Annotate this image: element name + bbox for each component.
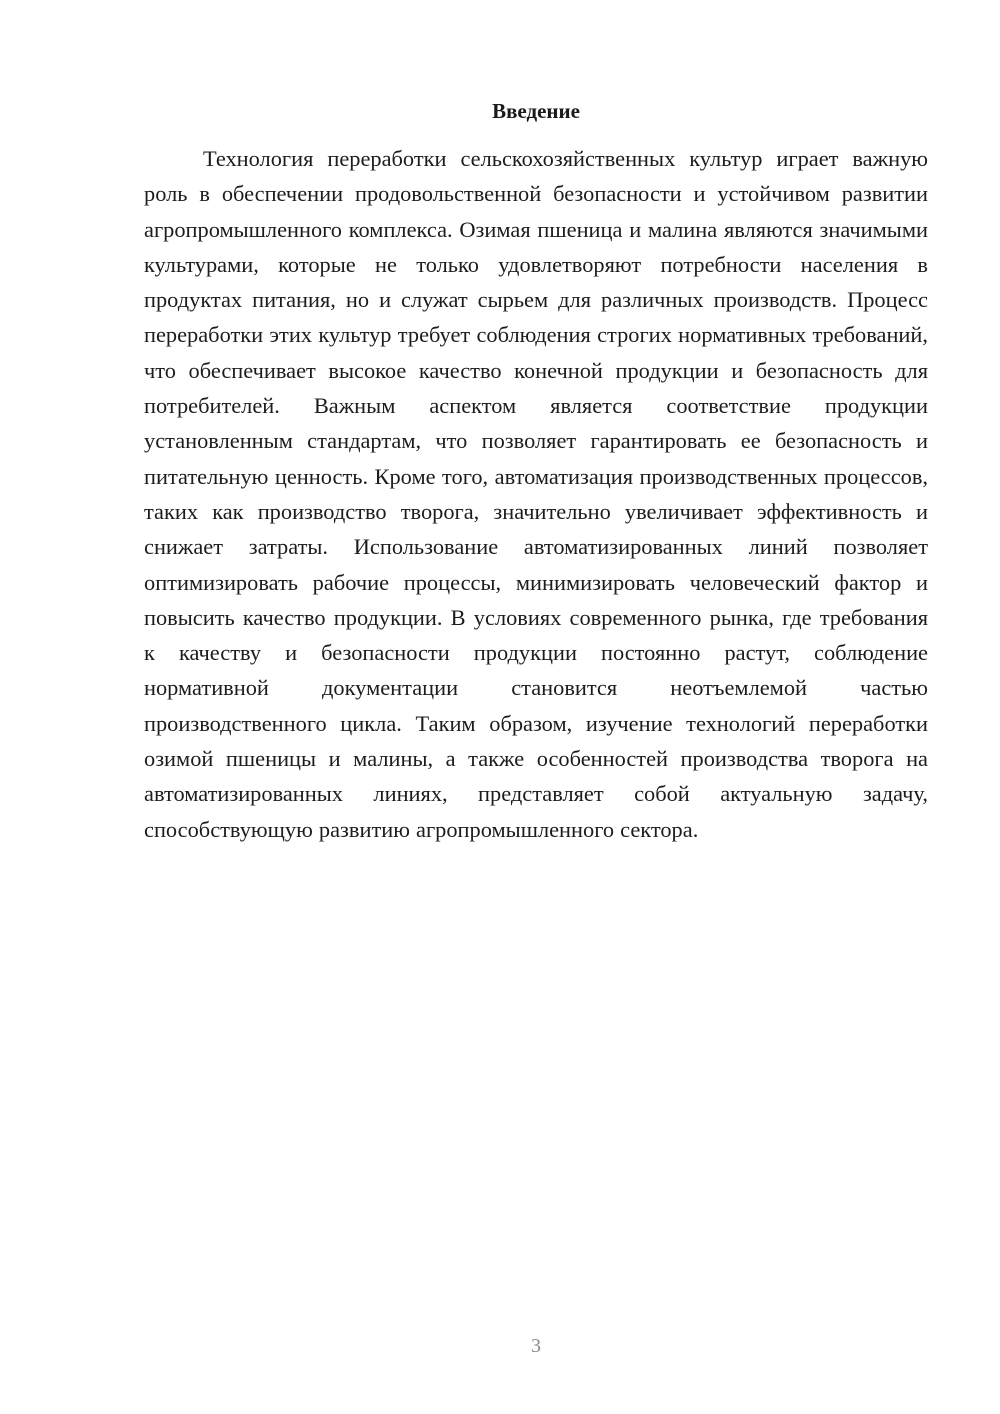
section-heading: Введение [492,99,580,123]
introduction-paragraph: Технология переработки сельскохозяйственных культур играет важную роль в обеспечении продовольственной безопасности и устойчивом развитии агропромышленного комплекса. Озимая пшеница и малина являются значимыми культурами, которые не только удовлетворяют потребности населения в продуктах питания, но и служат сырьем для различных производств. Процесс переработки этих культур требует соблюдения строгих нормативных требований, что обеспечивает высокое качество конечной продукции и безопасность для потребителей. Важным аспектом является соответствие продукции установленным стандартам, что позволяет гарантировать ее безопасность и питательную ценность. Кроме того, автоматизация производственных процессов, таких как производство творога, значительно увеличивает эффективность и снижает затраты. Использование автоматизированных линий позволяет оптимизировать рабочие процессы, минимизировать человеческий фактор и повысить качество продукции. В условиях современного рынка, где требования к качеству и безопасности продукции постоянно растут, соблюдение нормативной документации становится неотъемлемой частью производственного цикла. Таким образом, изучение технологий переработки озимой пшеницы и малины, а также особенностей производства творога на автоматизированных линиях, представляет собой актуальную задачу, способствующую развитию агропромышленного сектора. [144,146,928,842]
page-number: 3 [531,1335,541,1357]
